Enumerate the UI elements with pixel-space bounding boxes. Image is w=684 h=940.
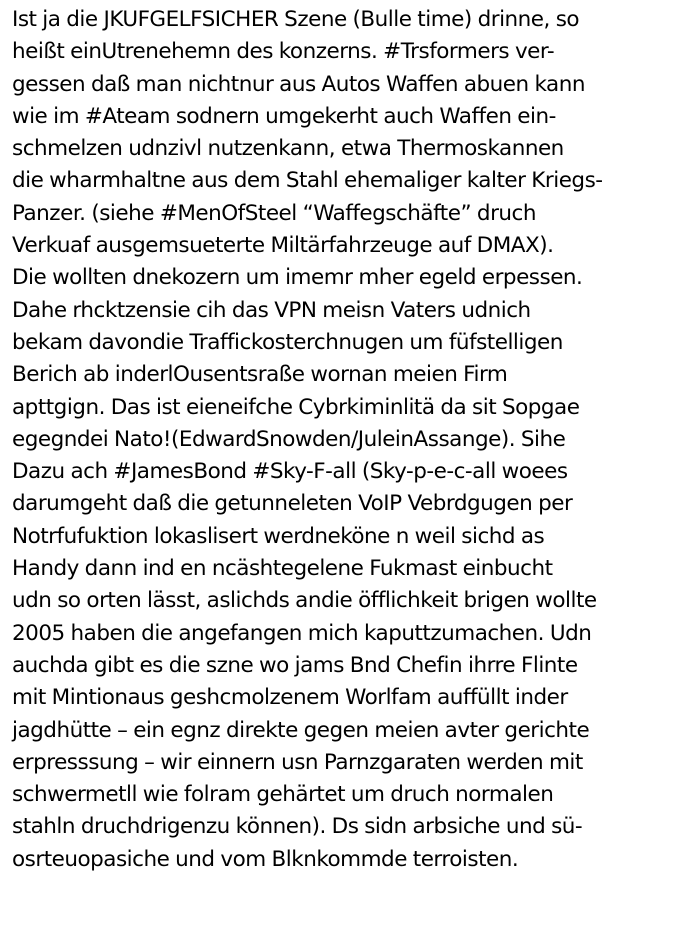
- text-line-10: Dahe rhcktzensie cih das VPN meisn Vaters udnich: [12, 297, 531, 323]
- text-line-17: Notrfufuktion lokaslisert werdneköne n weil sichd as: [12, 523, 545, 549]
- text-line-6: die wharmhaltne aus dem Stahl ehemaliger kalter Kriegs-: [12, 168, 603, 194]
- text-line-14: egegndei Nato!(EdwardSnowden/JuleinAssange). Sihe: [12, 426, 566, 452]
- text-line-16: darumgeht daß die getunneleten VoIP Vebrdgugen per: [12, 491, 573, 517]
- text-line-8: Verkuaf ausgemsueterte Miltärfahrzeuge auf DMAX).: [12, 233, 554, 259]
- text-line-7: Panzer. (siehe #MenOfSteel “Waffegschäfte” druch: [12, 200, 536, 226]
- text-line-3: gessen daß man nichtnur aus Autos Waffen abuen kann: [12, 71, 585, 97]
- text-line-15: Dazu ach #JamesBond #Sky-F-all (Sky-p-e-c-all woees: [12, 459, 568, 485]
- text-line-19: udn so orten lässt, aslichds andie öfflichkeit brigen wollte: [12, 588, 597, 614]
- text-line-24: erpresssung – wir einnern usn Parnzgaraten werden mit: [12, 749, 583, 775]
- text-line-18: Handy dann ind en ncäshtegelene Fukmast einbucht: [12, 556, 553, 582]
- text-line-9: Die wollten dnekozern um imemr mher egeld erpessen.: [12, 265, 583, 291]
- text-line-27: osrteuopasiche und vom Blknkommde terroisten.: [12, 846, 519, 872]
- text-line-1: Ist ja die JKUFGELFSICHER Szene (Bulle time) drinne, so: [12, 7, 580, 32]
- text-line-26: stahln druchdrigenzu können). Ds sidn arbsiche und sü-: [12, 814, 583, 840]
- text-line-21: auchda gibt es die szne wo jams Bnd Chefin ihrre Flinte: [12, 652, 578, 678]
- text-line-4: wie im #Ateam sodnern umgekerht auch Waffen ein-: [12, 103, 556, 129]
- text-line-12: Berich ab inderlOusentsraße wornan meien Firm: [12, 362, 508, 388]
- text-line-23: jagdhütte – ein egnz direkte gegen meien avter gerichte: [12, 717, 590, 743]
- text-line-11: bekam davondie Traffickosterchnugen um füfstelligen: [12, 329, 563, 355]
- document-page: [12, 4, 680, 876]
- text-line-13: apttgign. Das ist eieneifche Cybrkiminlitä da sit Sopgae: [12, 394, 580, 420]
- text-line-22: mit Mintionaus geshcmolzenem Worlfam auffüllt inder: [12, 685, 568, 711]
- text-line-25: schwermetll wie folram gehärtet um druch normalen: [12, 782, 554, 808]
- text-line-20: 2005 haben die angefangen mich kaputtzumachen. Udn: [12, 620, 592, 646]
- text-line-5: schmelzen udnzivl nutzenkann, etwa Thermoskannen: [12, 136, 564, 162]
- text-line-2: heißt einUtrenehemn des konzerns. #Trsformers ver-: [12, 39, 555, 65]
